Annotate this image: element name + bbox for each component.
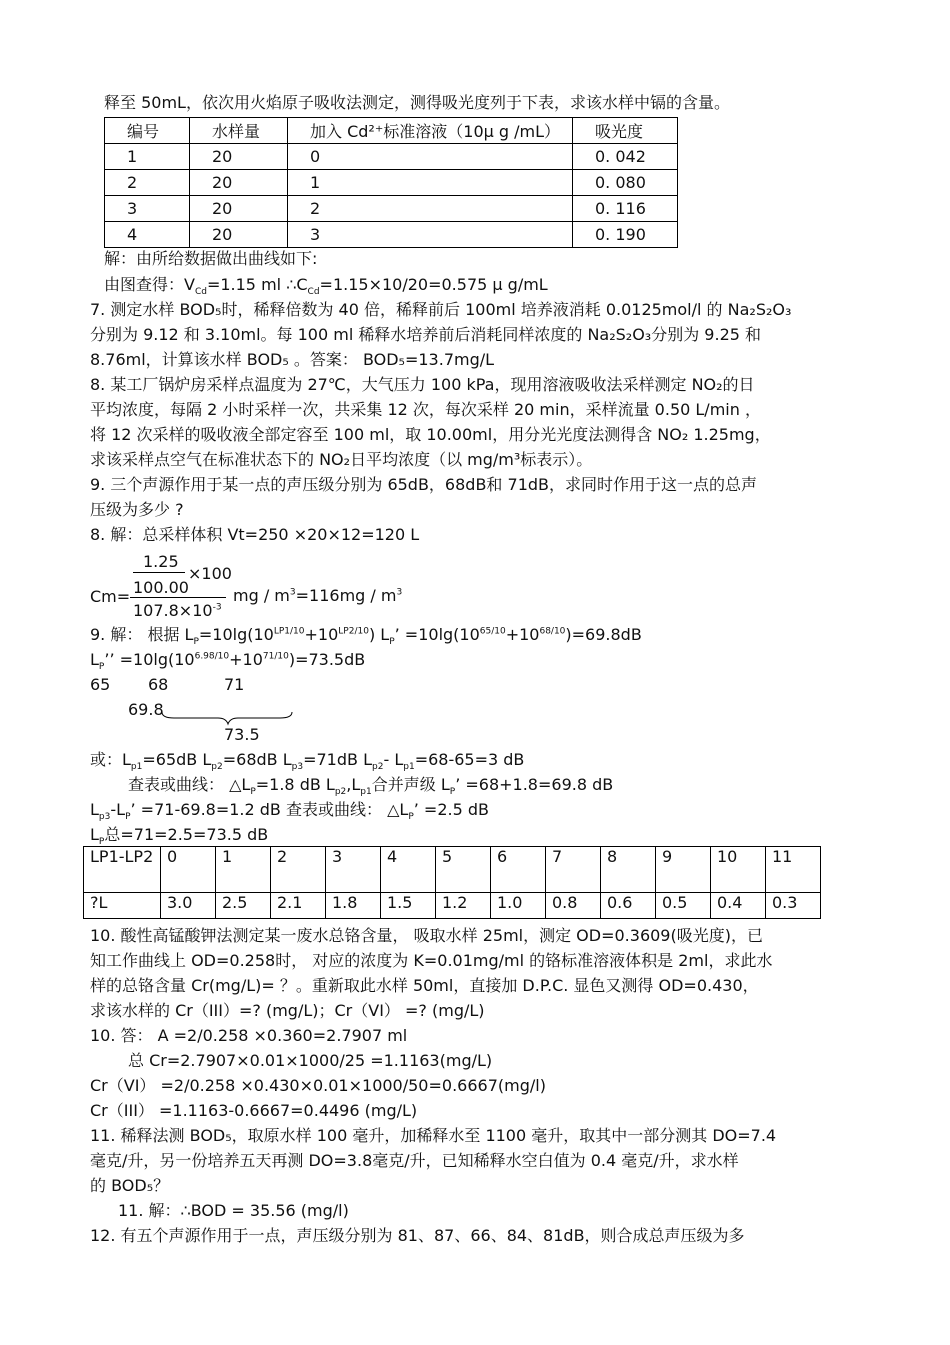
- formula-times: ×100: [188, 564, 232, 583]
- fraction-line: [130, 597, 226, 598]
- table-cell: 1: [105, 144, 190, 170]
- text-line: 9. 三个声源作用于某一点的声压级分别为 65dB，68dB和 71dB，求同时作用于这一点的总声: [90, 475, 758, 494]
- table-cell: 4: [105, 222, 190, 248]
- table-cell: 2.5: [216, 893, 271, 919]
- table-cell: 0. 116: [573, 196, 678, 222]
- table-cell: 1: [216, 847, 271, 893]
- table-cell: 0: [161, 847, 216, 893]
- table-cell: 5: [436, 847, 491, 893]
- table-cell: 0.4: [711, 893, 766, 919]
- table-row: [105, 144, 678, 170]
- formula-num-mid: 100.00: [133, 578, 189, 597]
- text-line: Cr（VI） =2/0.258 ×0.430×0.01×1000/50=0.6667(mg/l): [90, 1076, 546, 1095]
- table-cell: 0.5: [656, 893, 711, 919]
- level-value: 65: [90, 675, 111, 694]
- text-line: 分别为 9.12 和 3.10ml。每 100 ml 稀释水培养前后消耗同样浓度的 Na₂S₂O₃分别为 9.25 和: [90, 325, 762, 344]
- table-cell: 0.8: [546, 893, 601, 919]
- table-cell: 0.3: [766, 893, 821, 919]
- lp-difference-table: [83, 846, 821, 919]
- text-line: 12. 有五个声源作用于一点，声压级分别为 81、87、66、84、81dB，则合成总声压级为多: [90, 1226, 745, 1245]
- level-value: 69.8: [128, 700, 164, 719]
- table-cell: 3: [326, 847, 381, 893]
- table-cell: 2: [288, 196, 573, 222]
- level-value: 68: [148, 675, 169, 694]
- text-line: 由图查得：$V_{Cd}=1.15$ ml $\therefore C_{Cd}=1.15\times 10/20=0.575$ μ g/mL: [104, 275, 548, 298]
- table-cell: 11: [766, 847, 821, 893]
- level-value: 71: [224, 675, 245, 694]
- formula-den: $107.8\times 10^{-3}$: [133, 601, 222, 620]
- table-cell: 3.0: [161, 893, 216, 919]
- text-line: Cr（III） =1.1163-0.6667=0.4496 (mg/L): [90, 1101, 418, 1120]
- formula-num-top: 1.25: [143, 552, 179, 571]
- table-header-cell: 编号: [105, 118, 190, 144]
- table-cell: 0. 042: [573, 144, 678, 170]
- text-line: 求该采样点空气在标准状态下的 NO₂日平均浓度（以 mg/m³标表示）。: [90, 450, 593, 469]
- table-cell: 7: [546, 847, 601, 893]
- table-row: [105, 170, 678, 196]
- table-row: [84, 893, 821, 919]
- fraction-line: [133, 572, 185, 573]
- table-cell: 10: [711, 847, 766, 893]
- formula-unit: mg / $m^3=116mg / m^3$: [233, 586, 403, 605]
- table-row: [84, 847, 821, 893]
- formula-lhs: Cm=: [90, 587, 131, 606]
- text-line: $L_{p3}-L_P$’ =71-69.8=1.2 dB 查表或曲线： $\triangle L_P$’ =2.5 dB: [90, 800, 489, 823]
- text-line: 的 BOD₅？: [90, 1176, 170, 1195]
- table-cell: 3: [288, 222, 573, 248]
- text-line: 解：由所给数据做出曲线如下:: [104, 249, 318, 268]
- text-line: $L_P$总=71=2.5=73.5 dB: [90, 825, 269, 848]
- table-cell: 3: [105, 196, 190, 222]
- text-line: 将 12 次采样的吸收液全部定容至 100 ml，取 10.00ml，用分光光度法测得含 NO₂ 1.25mg，: [90, 425, 771, 444]
- table-cell: 20: [190, 144, 288, 170]
- table-cell: 1.2: [436, 893, 491, 919]
- table-row: [105, 196, 678, 222]
- table-cell: 8: [601, 847, 656, 893]
- table-header-cell: 加入 Cd²⁺标准溶液（10μ g /mL）: [288, 118, 573, 144]
- text-line: 8. 某工厂锅炉房采样点温度为 27℃，大气压力 100 kPa，现用溶液吸收法采样测定 NO₂的日: [90, 375, 755, 394]
- table-cell: 1.5: [381, 893, 436, 919]
- text-line: 9. 解： 根据 $L_P=10\lg(10^{LP1/10}+10^{LP2/10})$ $L_P$’ $=10\lg(10^{65/10}+10^{68/10})=69.8dB$: [90, 625, 642, 648]
- level-value: 73.5: [224, 725, 260, 744]
- text-line: 8. 解：总采样体积 Vt=250 ×20×12=120 L: [90, 525, 420, 544]
- table-cell: 20: [190, 170, 288, 196]
- text-line: 10. 答： A =2/0.258 ×0.360=2.7907 ml: [90, 1026, 408, 1045]
- table-cell: 0: [288, 144, 573, 170]
- table-header-row: [105, 118, 678, 144]
- table-cell: 0. 190: [573, 222, 678, 248]
- cd-absorbance-table: [104, 117, 678, 248]
- table-header-cell: 水样量: [190, 118, 288, 144]
- text-line: 或：$L_{p1}=65dB$ $L_{p2}=68dB$ $L_{p3}=71dB$ $L_{p2}-$ $L_{p1}=68-65=3$ dB: [90, 750, 525, 773]
- table-header-cell: 吸光度: [573, 118, 678, 144]
- table-cell: 2: [271, 847, 326, 893]
- table-cell: 1.0: [491, 893, 546, 919]
- table-cell: 20: [190, 196, 288, 222]
- table-cell: 9: [656, 847, 711, 893]
- table-cell: 1.8: [326, 893, 381, 919]
- table-cell: LP1-LP2: [84, 847, 161, 893]
- table-cell: 0.6: [601, 893, 656, 919]
- text-line: $L_P$’’ $=10\lg(10^{6.98/10}+10^{71/10})=73.5dB$: [90, 650, 366, 673]
- text-line: 平均浓度，每隔 2 小时采样一次，共采集 12 次，每次采样 20 min，采样流量 0.50 L/min ，: [90, 400, 761, 419]
- text-line: 查表或曲线： $\triangle L_P=1.8$ dB $L_{p2},L_{p1}$合并声级 $L_P$’ =68+1.8=69.8 dB: [128, 775, 614, 798]
- text-line: 8.76ml，计算该水样 BOD₅ 。答案： BOD₅=13.7mg/L: [90, 350, 495, 369]
- text-line: 求该水样的 Cr（III）=? (mg/L)；Cr（VI） =? (mg/L): [90, 1001, 485, 1020]
- text-line: 11. 解：∴BOD = 35.56 (mg/l): [118, 1201, 349, 1220]
- text-line: 毫克/升，另一份培养五天再测 DO=3.8毫克/升，已知稀释水空白值为 0.4 毫克/升，求水样: [90, 1151, 739, 1170]
- text-line: 释至 50mL，依次用火焰原子吸收法测定，测得吸光度列于下表，求该水样中镉的含量。: [104, 93, 730, 112]
- text-line: 知工作曲线上 OD=0.258时， 对应的浓度为 K=0.01mg/ml 的铬标准溶液体积是 2ml，求此水: [90, 951, 773, 970]
- table-cell: 20: [190, 222, 288, 248]
- text-line: 总 Cr=2.7907×0.01×1000/25 =1.1163(mg/L): [128, 1051, 493, 1070]
- text-line: 11. 稀释法测 BOD₅，取原水样 100 毫升，加稀释水至 1100 毫升，取其中一部分测其 DO=7.4: [90, 1126, 777, 1145]
- text-line: 压级为多少 ?: [90, 500, 184, 519]
- table-cell: 1: [288, 170, 573, 196]
- table-cell: 4: [381, 847, 436, 893]
- table-cell: 2.1: [271, 893, 326, 919]
- text-line: 7. 测定水样 BOD₅时，稀释倍数为 40 倍，稀释前后 100ml 培养液消耗 0.0125mol/l 的 Na₂S₂O₃: [90, 300, 792, 319]
- table-cell: 2: [105, 170, 190, 196]
- text-line: 样的总铬含量 Cr(mg/L)= ？。重新取此水样 50ml，直接加 D.P.C. 显色又测得 OD=0.430，: [90, 976, 759, 995]
- text-line: 10. 酸性高锰酸钾法测定某一废水总铬含量， 吸取水样 25ml，测定 OD=0.3609(吸光度)，已: [90, 926, 763, 945]
- table-cell: 0. 080: [573, 170, 678, 196]
- table-cell: 6: [491, 847, 546, 893]
- table-row: [105, 222, 678, 248]
- table-cell: ?L: [84, 893, 161, 919]
